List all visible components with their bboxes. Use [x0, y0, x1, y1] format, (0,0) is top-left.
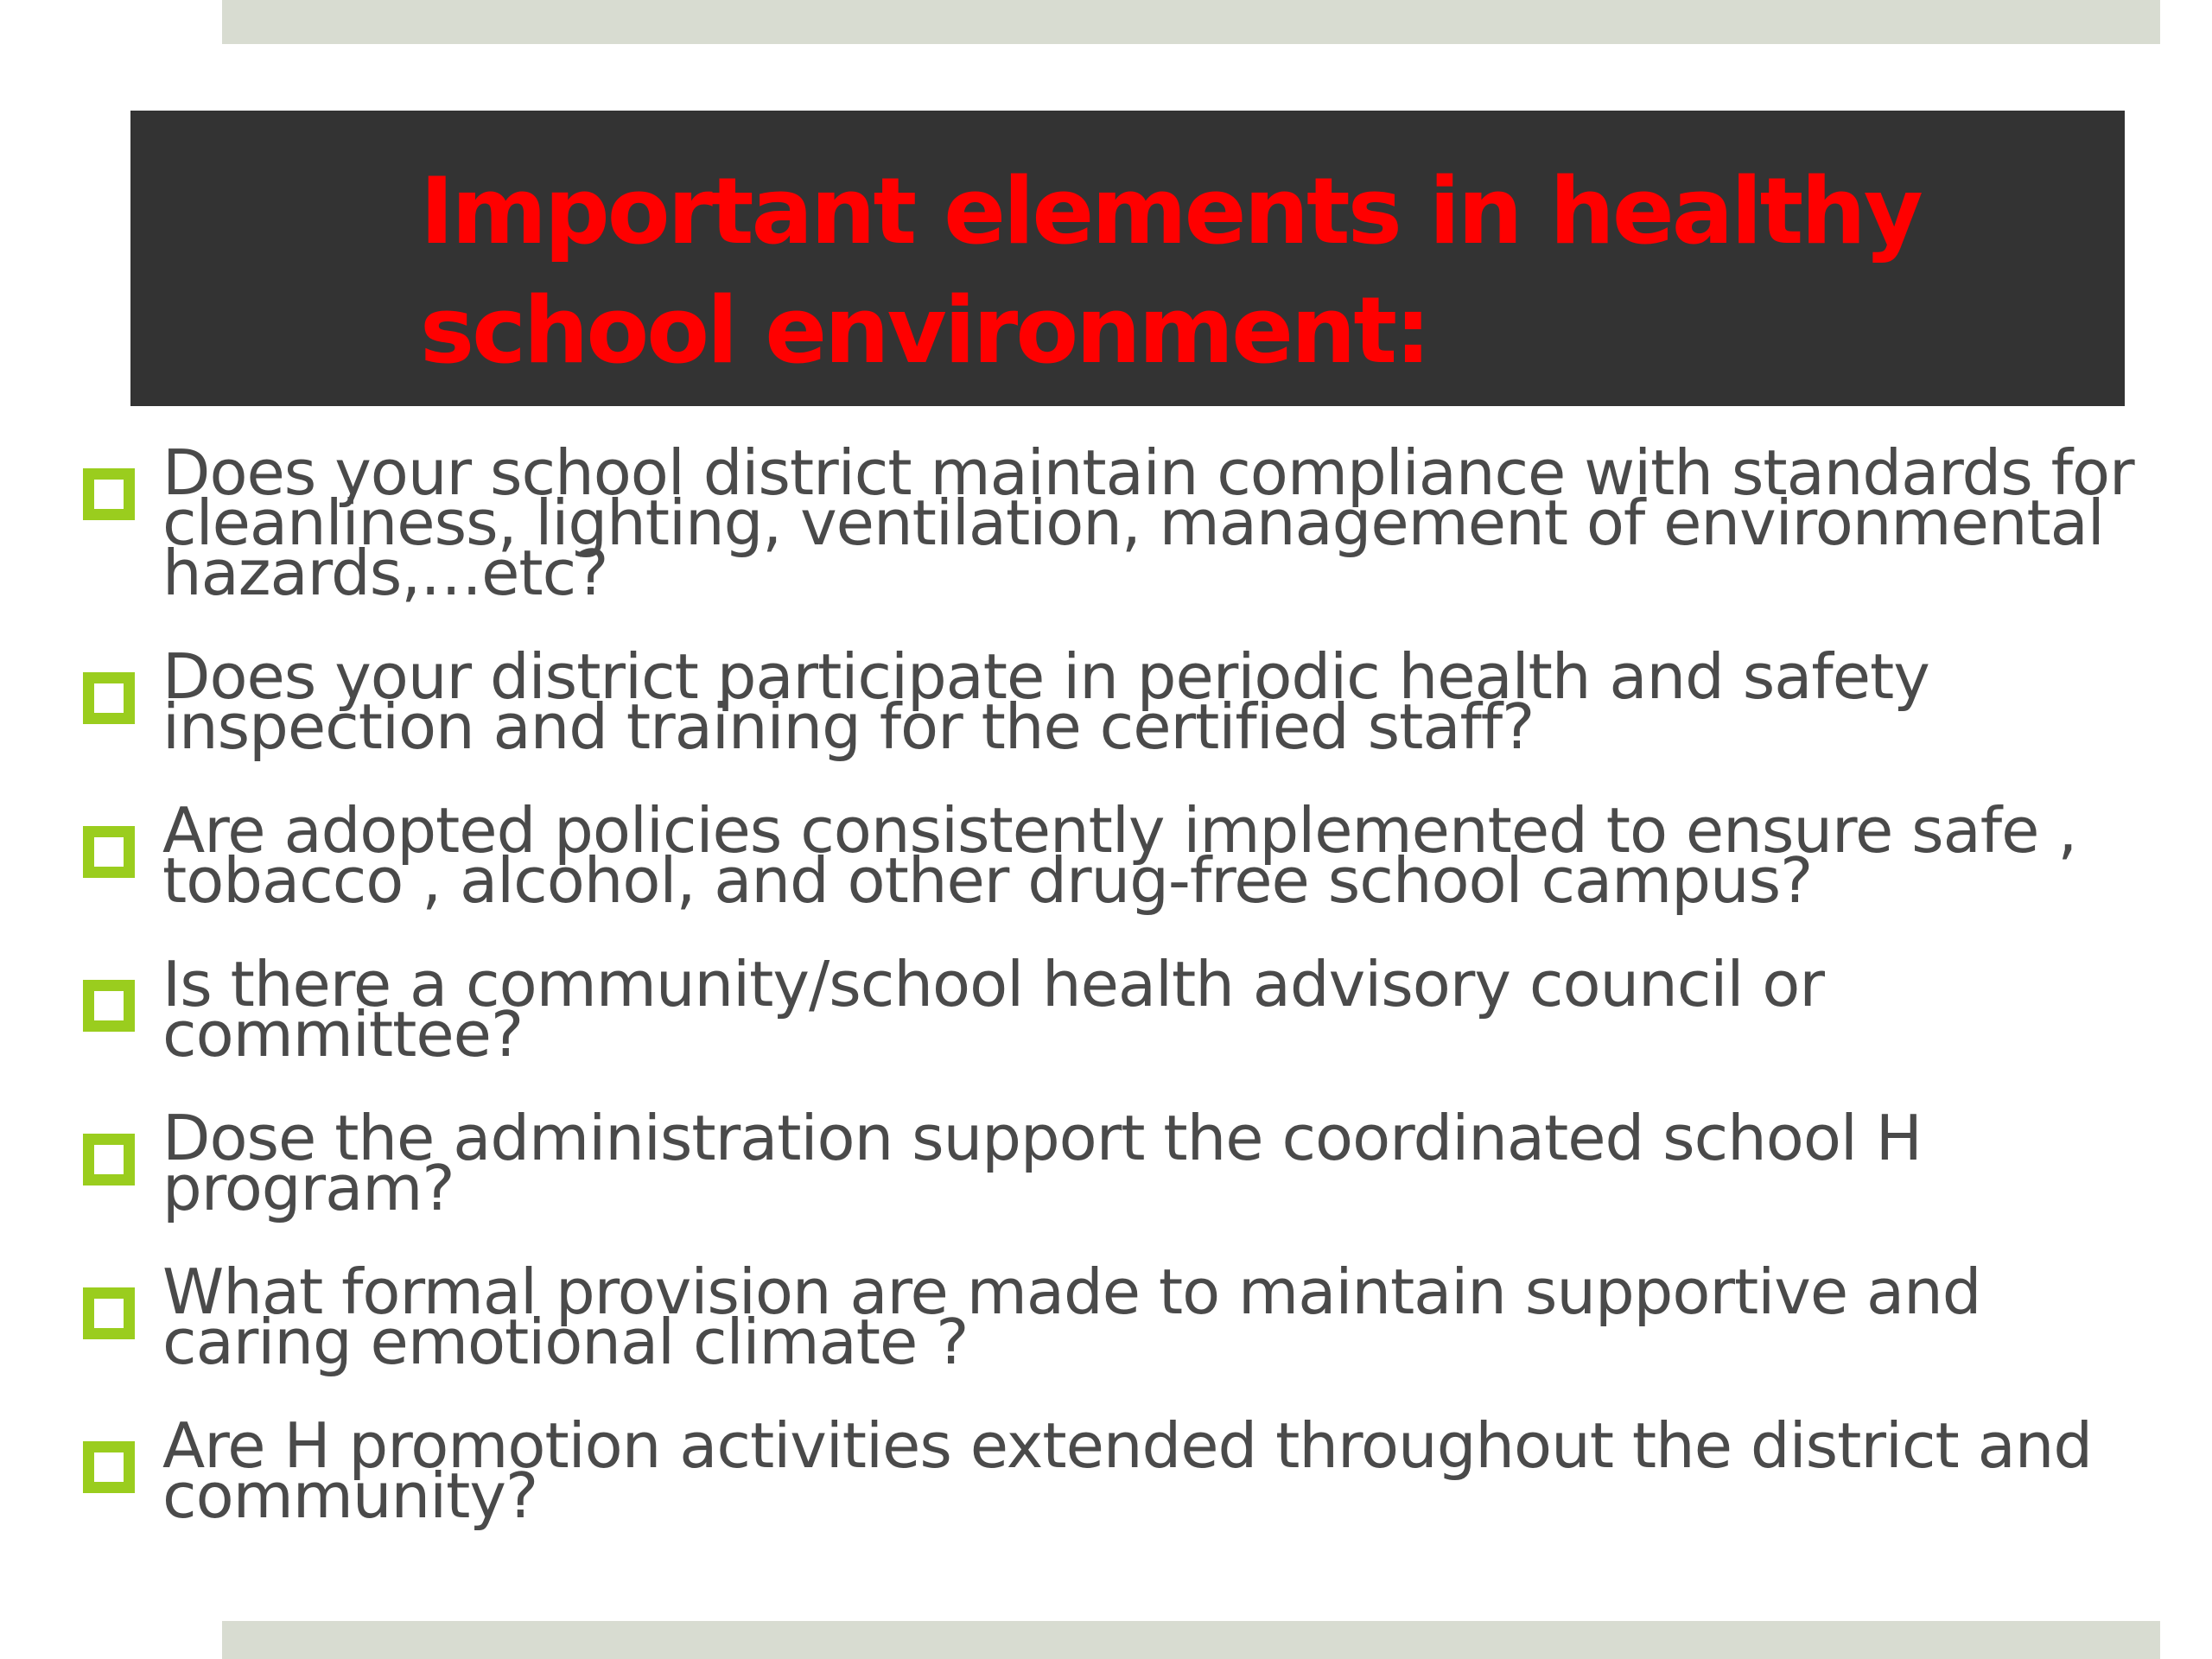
list-item	[83, 948, 2157, 1071]
hollow-square-bullet-icon	[83, 672, 135, 724]
top-decorative-bar	[222, 0, 2160, 44]
slide-title: Important elements in healthy school environment:	[420, 158, 1921, 384]
hollow-square-bullet-icon	[83, 1134, 135, 1185]
bullet-text: Is there a community/school health advisory council or committee?	[162, 948, 1824, 1071]
hollow-square-bullet-icon	[83, 980, 135, 1032]
bullet-text: Dose the administration support the coordinated school H program?	[162, 1102, 1922, 1224]
bullet-text: Are adopted policies consistently implemented to ensure safe , tobacco , alcohol, and other drug-free school campus?	[162, 794, 2077, 917]
list-item	[83, 1102, 2157, 1224]
hollow-square-bullet-icon	[83, 1287, 135, 1339]
list-item	[83, 640, 2157, 763]
list-item	[83, 1255, 2157, 1378]
bullet-list	[83, 436, 2157, 1532]
bottom-decorative-bar	[222, 1621, 2160, 1659]
title-box	[130, 111, 2125, 406]
bullet-text: Does your school district maintain compliance with standards for cleanliness, lighting, ventilation, management of environmental hazards,…etc?	[162, 436, 2134, 609]
hollow-square-bullet-icon	[83, 1441, 135, 1493]
list-item	[83, 1409, 2157, 1532]
bullet-text: Does your district participate in periodic health and safety inspection and training for the certified staff?	[162, 640, 1929, 763]
list-item	[83, 436, 2157, 609]
hollow-square-bullet-icon	[83, 468, 135, 520]
bullet-text: Are H promotion activities extended throughout the district and community?	[162, 1409, 2093, 1532]
list-item	[83, 794, 2157, 917]
bullet-text: What formal provision are made to maintain supportive and caring emotional climate ?	[162, 1255, 1981, 1378]
hollow-square-bullet-icon	[83, 826, 135, 878]
